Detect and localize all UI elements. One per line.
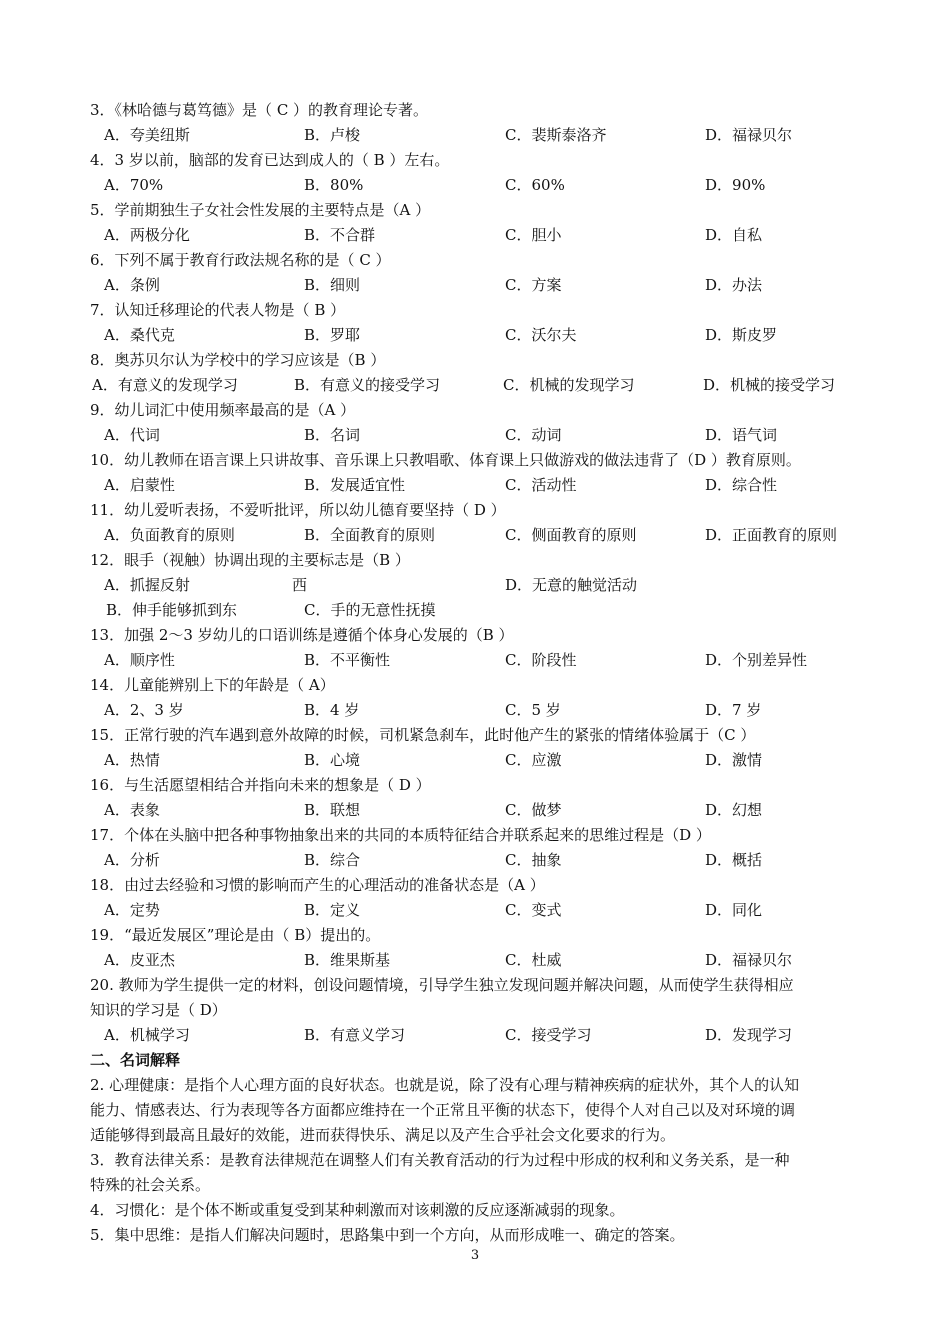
- question-stem: 20. 教师为学生提供一定的材料，创设问题情境，引导学生独立发现问题并解决问题，从而使学生获得相应: [90, 976, 794, 994]
- option-c: C．活动性: [505, 476, 577, 494]
- option-a: A．桑代克: [104, 326, 175, 344]
- question-stem: 7．认知迁移理论的代表人物是（ B ）: [90, 301, 346, 319]
- option-c: C．侧面教育的原则: [505, 526, 637, 544]
- question-stem: 6．下列不属于教育行政法规名称的是（ C ）: [90, 251, 391, 269]
- option-a: A．70%: [104, 176, 164, 194]
- option-c: C．做梦: [505, 801, 562, 819]
- option-d: D．幻想: [705, 801, 763, 819]
- definition-line: 能力、情感表达、行为表现等各方面都应维持在一个正常且平衡的状态下，使得个人对自己以及对环境的调: [90, 1101, 796, 1119]
- option-c: C．接受学习: [505, 1026, 592, 1044]
- option-d: D．无意的触觉活动: [505, 576, 638, 594]
- question-stem: 4．3 岁以前，脑部的发育已达到成人的（ B ）左右。: [90, 151, 450, 169]
- question-stem: 15．正常行驶的汽车遇到意外故障的时候，司机紧急刹车，此时他产生的紧张的情绪体验属于（C ）: [90, 726, 756, 744]
- option-c: C．手的无意性抚摸: [304, 601, 436, 619]
- option-a: A．顺序性: [104, 651, 175, 669]
- option-c: C．方案: [505, 276, 562, 294]
- option-b: B．心境: [304, 751, 361, 769]
- option-c: C．裴斯泰洛齐: [505, 126, 607, 144]
- option-a: A．热情: [104, 751, 160, 769]
- option-b: B．不平衡性: [304, 651, 391, 669]
- option-fragment: 西: [292, 576, 308, 594]
- question-stem: 5．学前期独生子女社会性发展的主要特点是（A ）: [90, 201, 431, 219]
- option-b: B．全面教育的原则: [304, 526, 436, 544]
- definition-line: 3．教育法律关系：是教育法律规范在调整人们有关教育活动的行为过程中形成的权利和义务关系，是一种: [90, 1151, 790, 1169]
- question-stem: 12．眼手（视触）协调出现的主要标志是（B ）: [90, 551, 410, 569]
- option-b: B．卢梭: [304, 126, 361, 144]
- question-stem: 8．奥苏贝尔认为学校中的学习应该是（B ）: [90, 351, 386, 369]
- option-a: A．启蒙性: [104, 476, 175, 494]
- question-stem: 9．幼儿词汇中使用频率最高的是（A ）: [90, 401, 356, 419]
- option-b: B．定义: [304, 901, 361, 919]
- option-d: D．语气词: [705, 426, 778, 444]
- option-c: C．动词: [505, 426, 562, 444]
- question-stem: 17．个体在头脑中把各种事物抽象出来的共同的本质特征结合并联系起来的思维过程是（D ）: [90, 826, 711, 844]
- question-stem: 14．儿童能辨别上下的年龄是（ A）: [90, 676, 335, 694]
- option-a: A．分析: [104, 851, 160, 869]
- option-c: C．沃尔夫: [505, 326, 577, 344]
- option-c: C．杜威: [505, 951, 562, 969]
- option-b: B．综合: [304, 851, 361, 869]
- option-a: A．定势: [104, 901, 160, 919]
- option-a: A．条例: [104, 276, 160, 294]
- definition-line: 特殊的社会关系。: [90, 1176, 211, 1194]
- option-b: B．维果斯基: [304, 951, 391, 969]
- option-d: D．7 岁: [705, 701, 762, 719]
- option-c: C．阶段性: [505, 651, 577, 669]
- question-stem: 18．由过去经验和习惯的影响而产生的心理活动的准备状态是（A ）: [90, 876, 545, 894]
- option-a: A．表象: [104, 801, 160, 819]
- question-stem: 16．与生活愿望相结合并指向未来的想象是（ D ）: [90, 776, 431, 794]
- option-c: C．胆小: [505, 226, 562, 244]
- option-c: C．应激: [505, 751, 562, 769]
- option-b: B．有意义学习: [304, 1026, 406, 1044]
- option-a: A．机械学习: [104, 1026, 190, 1044]
- option-d: D．综合性: [705, 476, 778, 494]
- option-b: B．80%: [304, 176, 364, 194]
- option-b: B．罗耶: [304, 326, 361, 344]
- option-b: B．4 岁: [304, 701, 360, 719]
- option-a: A．负面教育的原则: [104, 526, 235, 544]
- question-stem: 13．加强 2～3 岁幼儿的口语训练是遵循个体身心发展的（B ）: [90, 626, 514, 644]
- option-d: D．发现学习: [705, 1026, 793, 1044]
- question-stem: 19．“最近发展区”理论是由（ B）提出的。: [90, 926, 381, 944]
- option-d: D．90%: [705, 176, 766, 194]
- option-d: D．个别差异性: [705, 651, 808, 669]
- option-c: C．60%: [505, 176, 565, 194]
- option-a: A．有意义的发现学习: [92, 376, 238, 394]
- option-a: A．夸美纽斯: [104, 126, 190, 144]
- option-a: A．2、3 岁: [104, 701, 184, 719]
- option-d: D．机械的接受学习: [703, 376, 836, 394]
- option-a: A．抓握反射: [104, 576, 190, 594]
- option-b: B．名词: [304, 426, 361, 444]
- option-d: D．福禄贝尔: [705, 126, 793, 144]
- question-stem: 3．《林哈德与葛笃德》是（ C ）的教育理论专著。: [90, 101, 429, 119]
- option-a: A．两极分化: [104, 226, 190, 244]
- question-stem: 11．幼儿爱听表扬，不爱听批评，所以幼儿德育要坚持（ D ）: [90, 501, 506, 519]
- option-d: D．激情: [705, 751, 763, 769]
- definition-line: 适能够得到最高且最好的效能，进而获得快乐、满足以及产生合乎社会文化要求的行为。: [90, 1126, 676, 1144]
- page-number: 3: [470, 1248, 480, 1263]
- option-b: B．联想: [304, 801, 361, 819]
- option-c: C．机械的发现学习: [503, 376, 635, 394]
- option-c: C．变式: [505, 901, 562, 919]
- option-d: D．概括: [705, 851, 763, 869]
- option-a: A．代词: [104, 426, 160, 444]
- definition-line: 5．集中思维：是指人们解决问题时，思路集中到一个方向，从而形成唯一、确定的答案。: [90, 1226, 685, 1244]
- option-d: D．自私: [705, 226, 763, 244]
- option-d: D．斯皮罗: [705, 326, 778, 344]
- definition-line: 4．习惯化：是个体不断或重复受到某种刺激而对该刺激的反应逐渐减弱的现象。: [90, 1201, 625, 1219]
- option-b: B．不合群: [304, 226, 376, 244]
- question-stem-continued: 知识的学习是（ D）: [90, 1001, 227, 1019]
- definition-line: 2. 心理健康：是指个人心理方面的良好状态。也就是说，除了没有心理与精神疾病的症状外，其个人的认知: [90, 1076, 800, 1094]
- option-b: B．细则: [304, 276, 361, 294]
- option-c: C．抽象: [505, 851, 562, 869]
- option-d: D．办法: [705, 276, 763, 294]
- option-d: D．福禄贝尔: [705, 951, 793, 969]
- option-b: B．有意义的接受学习: [294, 376, 441, 394]
- option-a: A．皮亚杰: [104, 951, 175, 969]
- option-b: B．发展适宜性: [304, 476, 406, 494]
- question-stem: 10．幼儿教师在语言课上只讲故事、音乐课上只教唱歌、体育课上只做游戏的做法违背了（D ）教育原则。: [90, 451, 801, 469]
- option-d: D．同化: [705, 901, 763, 919]
- section-heading: 二、名词解释: [90, 1051, 181, 1069]
- option-d: D．正面教育的原则: [705, 526, 838, 544]
- option-b: B．伸手能够抓到东: [106, 601, 238, 619]
- option-c: C．5 岁: [505, 701, 561, 719]
